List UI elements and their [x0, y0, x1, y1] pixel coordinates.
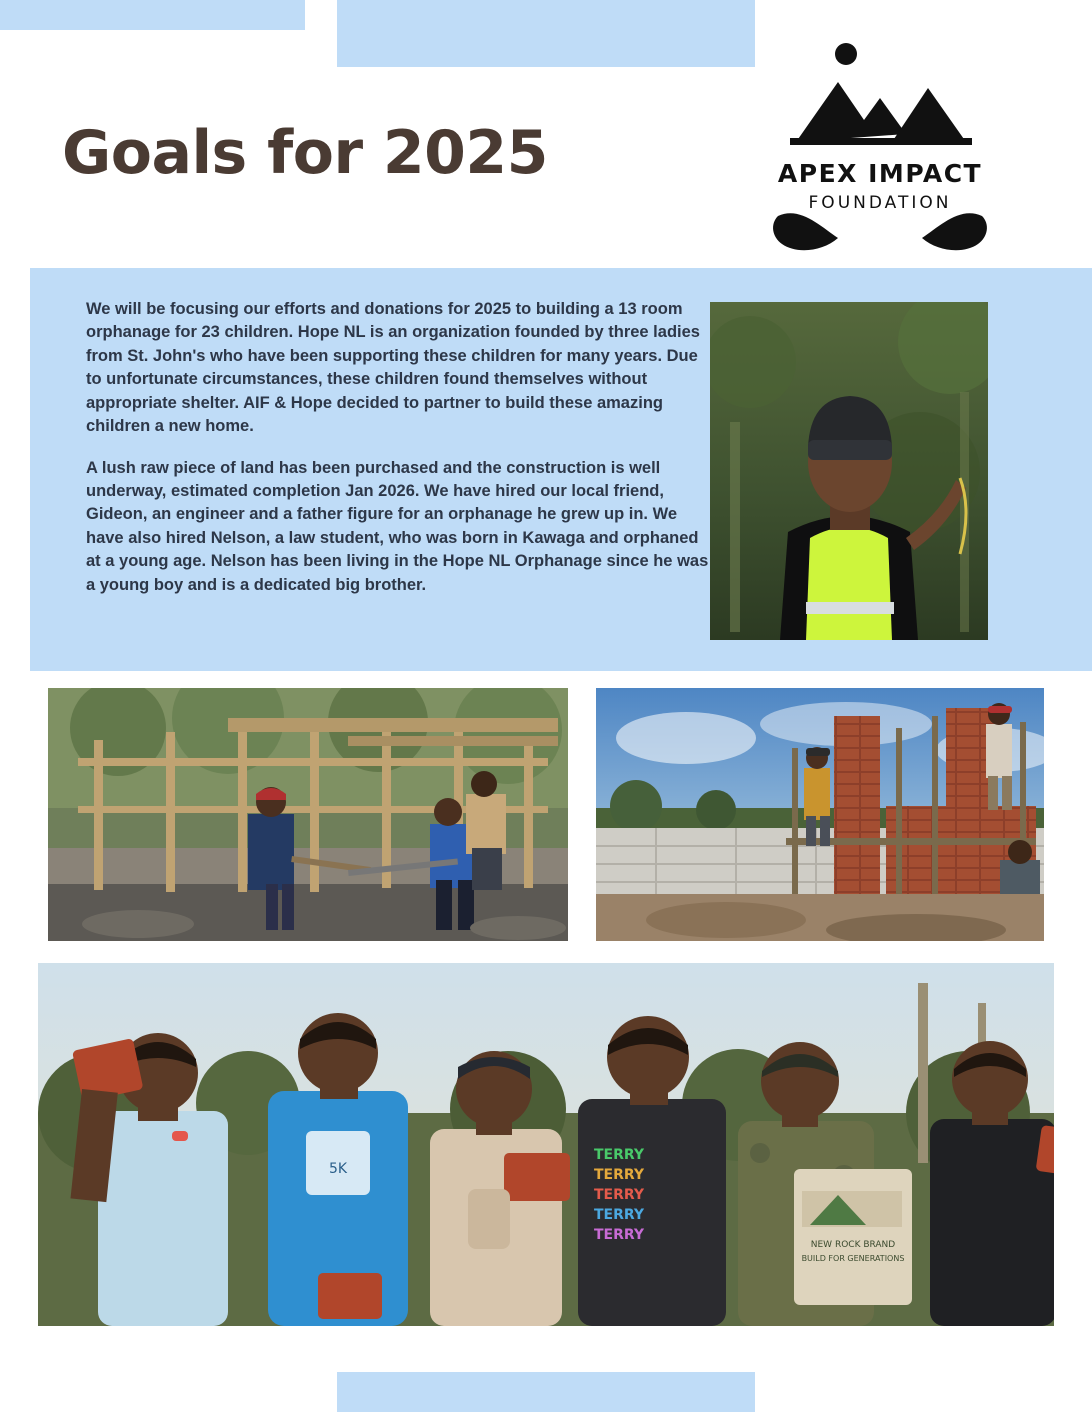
photo-young-man-safety-vest: [710, 302, 988, 640]
logo-mountain-right-icon: [892, 88, 966, 142]
apex-impact-foundation-logo: [760, 30, 1030, 255]
logo-hand-right-icon: [922, 213, 987, 250]
svg-text:BUILD FOR GENERATIONS: BUILD FOR GENERATIONS: [801, 1254, 905, 1263]
svg-text:TERRY: TERRY: [594, 1207, 645, 1223]
intro-paragraph-2: A lush raw piece of land has been purchased and the construction is well underway, estimated completion Jan 2026. We have hired our local friend, Gideon, an engineer and a father figure for an orphanage he grew up in. We have also hired Nelson, a law student, who was born in Kawaga and orphaned at a young age. Nelson has been living in the Hope NL Orphanage since he was a young boy and is a dedicated big brother.: [86, 458, 709, 594]
photo-bricklaying-walls: [596, 688, 1044, 941]
accent-bar-bottom-middle: [337, 1372, 755, 1412]
logo-sun-icon: [835, 43, 857, 65]
accent-bar-top-middle: [337, 0, 755, 67]
svg-text:TERRY: TERRY: [594, 1167, 645, 1183]
accent-bar-top-left: [0, 0, 305, 30]
page-title: Goals for 2025: [62, 118, 548, 188]
svg-text:TERRY: TERRY: [594, 1187, 645, 1203]
logo-mountain-left-icon: [796, 82, 906, 142]
photo-group-of-young-men-with-bricks: [38, 963, 1054, 1326]
intro-paragraph-1: We will be focusing our efforts and donations for 2025 to building a 13 room orphanage for 23 children. Hope NL is an organization founded by three ladies from St. John's who have been supporting these children for many years. Due to unfortunate circumstances, these children found themselves without appropriate shelter. AIF & Hope decided to partner to build these amazing children a new home.: [86, 300, 700, 436]
svg-text:5K: 5K: [328, 1161, 348, 1177]
svg-text:FOUNDATION: FOUNDATION: [808, 193, 952, 213]
intro-text: [86, 298, 716, 597]
svg-text:NEW ROCK BRAND: NEW ROCK BRAND: [810, 1240, 896, 1250]
svg-text:TERRY: TERRY: [594, 1227, 645, 1243]
logo-hand-left-icon: [773, 213, 838, 250]
photo-construction-timber-frame: [48, 688, 568, 941]
svg-text:TERRY: TERRY: [594, 1147, 645, 1163]
svg-text:APEX IMPACT: APEX IMPACT: [777, 159, 983, 188]
